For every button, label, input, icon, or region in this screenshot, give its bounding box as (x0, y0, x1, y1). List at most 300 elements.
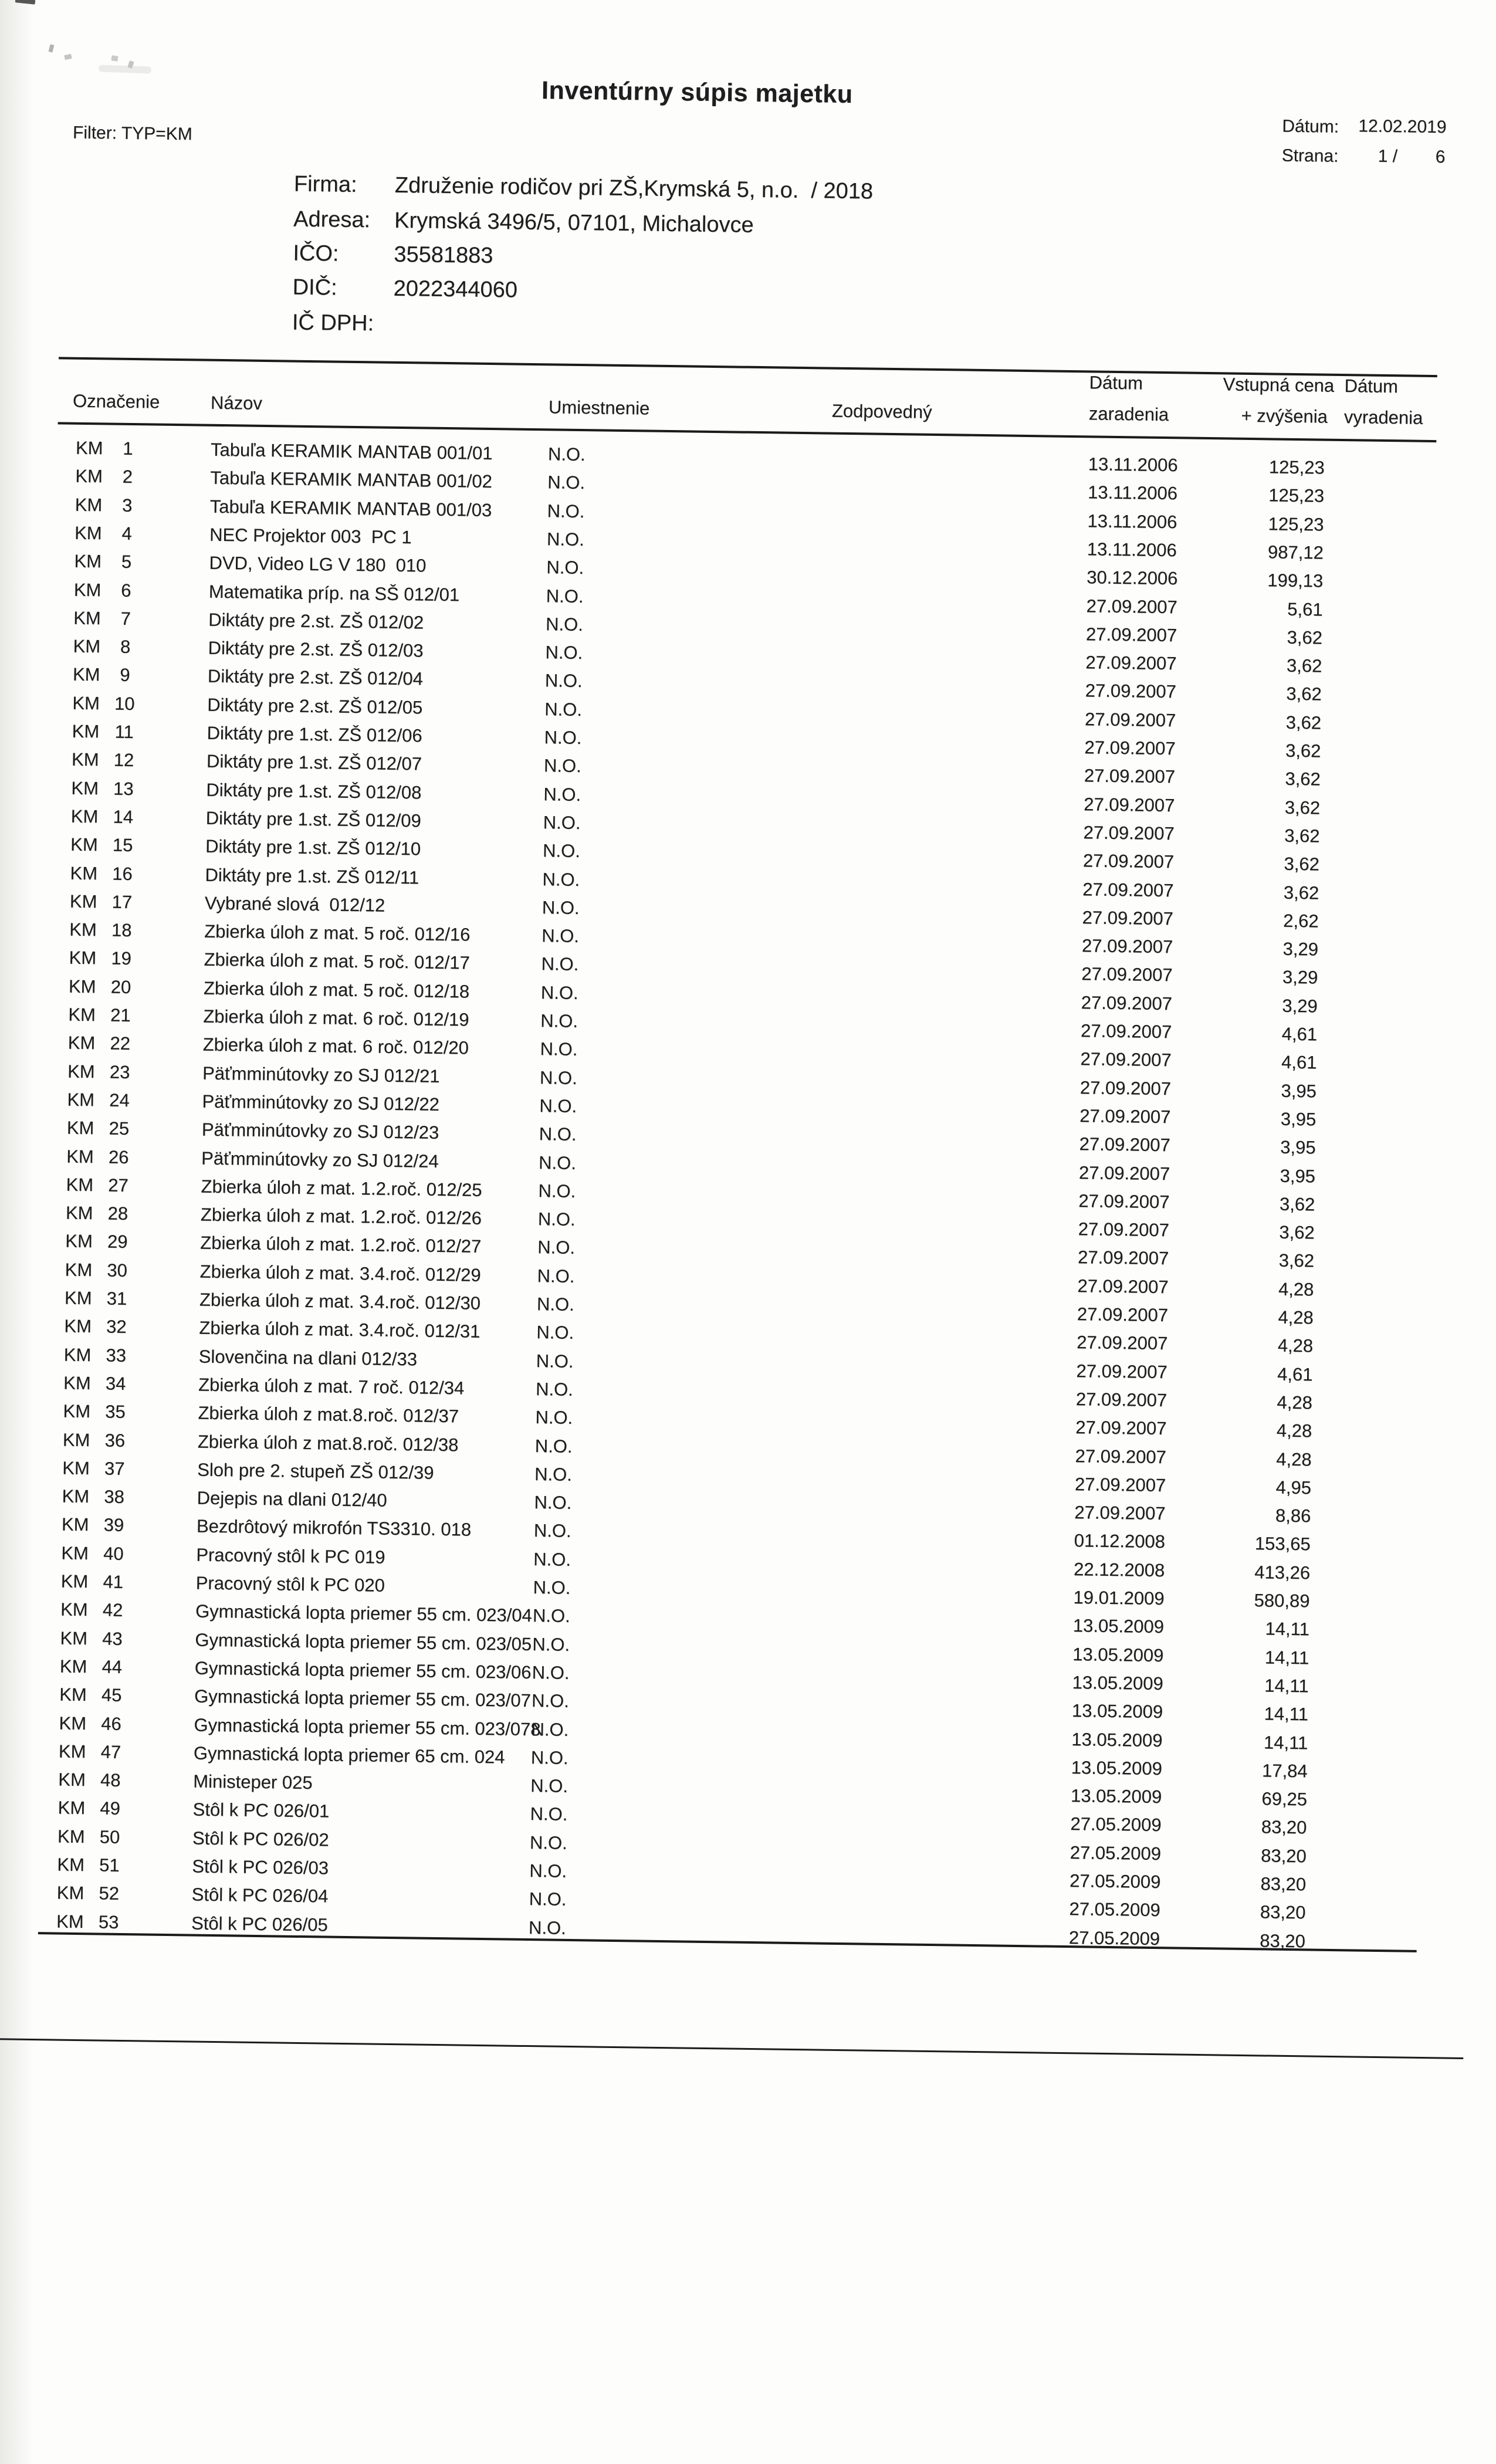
row-number: 18 (111, 919, 132, 941)
row-number: 33 (106, 1345, 127, 1366)
row-location: N.O. (538, 1152, 577, 1173)
row-location: N.O. (530, 1747, 568, 1768)
row-date-added: 27.09.2007 (1075, 1417, 1167, 1439)
row-location: N.O. (537, 1209, 576, 1230)
row-number: 19 (111, 948, 132, 969)
row-prefix: KM (74, 522, 102, 544)
row-item-name: Diktáty pre 1.st. ZŠ 012/11 (205, 864, 419, 888)
row-item-name: DVD, Video LG V 180 010 (209, 552, 427, 576)
row-date-added: 13.05.2009 (1071, 1728, 1163, 1751)
row-location: N.O. (529, 1832, 567, 1853)
row-date-added: 27.09.2007 (1084, 737, 1176, 759)
row-item-name: Zbierka úloh z mat. 1.2.roč. 012/25 (201, 1176, 482, 1200)
row-number: 43 (101, 1628, 123, 1649)
row-prefix: KM (71, 749, 99, 770)
row-item-name: Gymnastická lopta priemer 55 cm. 023/078 (194, 1714, 541, 1739)
row-entry-price: 3,62 (1284, 853, 1320, 875)
row-prefix: KM (59, 1684, 87, 1705)
row-item-name: Stôl k PC 026/02 (192, 1827, 329, 1850)
row-location: N.O. (543, 755, 581, 777)
row-entry-price: 3,95 (1280, 1165, 1316, 1187)
row-location: N.O. (529, 1860, 567, 1881)
row-date-added: 27.05.2009 (1070, 1813, 1162, 1836)
row-entry-price: 125,23 (1268, 513, 1324, 535)
row-item-name: Diktáty pre 1.st. ZŠ 012/10 (205, 835, 421, 859)
column-header-zodpovedny: Zodpovedný (831, 400, 932, 422)
row-location: N.O. (547, 444, 585, 465)
row-entry-price: 4,28 (1278, 1278, 1314, 1300)
filter-label: Filter: TYP=KM (72, 123, 192, 144)
row-entry-price: 3,62 (1284, 825, 1320, 847)
row-entry-price: 3,62 (1283, 882, 1319, 903)
row-entry-price: 4,95 (1275, 1477, 1312, 1498)
row-entry-price: 8,86 (1275, 1505, 1311, 1527)
row-item-name: Pracovný stôl k PC 019 (196, 1544, 385, 1568)
row-item-name: Zbierka úloh z mat. 3.4.roč. 012/30 (199, 1289, 481, 1314)
row-item-name: Zbierka úloh z mat. 5 roč. 012/18 (203, 977, 470, 1002)
row-entry-price: 14,11 (1265, 1618, 1310, 1640)
row-location: N.O. (544, 727, 582, 749)
row-location: N.O. (532, 1605, 570, 1627)
row-number: 35 (105, 1401, 126, 1423)
row-entry-price: 2,62 (1283, 910, 1319, 932)
row-location: N.O. (540, 1010, 578, 1032)
row-number: 45 (101, 1684, 122, 1706)
row-date-added: 13.05.2009 (1072, 1615, 1165, 1637)
row-number: 23 (109, 1061, 130, 1082)
row-date-added: 27.05.2009 (1069, 1898, 1160, 1921)
row-date-added: 27.09.2007 (1084, 708, 1176, 731)
row-number: 53 (98, 1911, 119, 1932)
row-entry-price: 153,65 (1254, 1533, 1311, 1555)
row-number: 7 (120, 608, 131, 629)
row-prefix: KM (70, 862, 98, 884)
row-prefix: KM (75, 466, 103, 487)
row-prefix: KM (73, 635, 101, 657)
row-number: 31 (106, 1288, 127, 1309)
dic-value: 2022344060 (393, 276, 518, 303)
row-prefix: KM (66, 1117, 94, 1139)
row-item-name: Gymnastická lopta priemer 55 cm. 023/06 (194, 1657, 532, 1683)
row-date-added: 13.05.2009 (1072, 1643, 1164, 1666)
row-item-name: Slovenčina na dlani 012/33 (198, 1346, 418, 1370)
row-date-added: 27.09.2007 (1085, 680, 1177, 702)
row-entry-price: 3,29 (1282, 995, 1318, 1017)
row-entry-price: 14,11 (1264, 1675, 1309, 1697)
row-entry-price: 4,61 (1277, 1363, 1313, 1385)
row-entry-price: 83,20 (1260, 1845, 1307, 1867)
row-item-name: Zbierka úloh z mat. 5 roč. 012/16 (204, 920, 471, 945)
column-header-datum-zaradenia-line2: zaradenia (1088, 403, 1169, 425)
row-prefix: KM (59, 1656, 87, 1677)
row-date-added: 27.09.2007 (1079, 1105, 1171, 1128)
row-item-name: Stôl k PC 026/01 (192, 1799, 330, 1822)
row-number: 29 (107, 1231, 128, 1253)
row-prefix: KM (69, 891, 97, 912)
row-item-name: Diktáty pre 1.st. ZŠ 012/06 (207, 722, 422, 746)
row-date-added: 27.09.2007 (1076, 1332, 1168, 1354)
row-location: N.O. (539, 1123, 577, 1145)
row-item-name: Tabuľa KERAMIK MANTAB 001/01 (210, 439, 493, 464)
row-date-added: 27.09.2007 (1075, 1389, 1167, 1411)
row-prefix: KM (71, 777, 99, 798)
row-number: 30 (107, 1260, 128, 1281)
row-location: N.O. (535, 1379, 574, 1400)
column-header-nazov: Názov (210, 392, 263, 414)
row-date-added: 27.09.2007 (1078, 1162, 1170, 1184)
row-entry-price: 3,95 (1280, 1136, 1316, 1158)
row-location: N.O. (544, 698, 583, 720)
row-number: 34 (105, 1373, 126, 1394)
row-item-name: Gymnastická lopta priemer 55 cm. 023/05 (195, 1629, 532, 1654)
row-item-name: Zbierka úloh z mat. 6 roč. 012/20 (202, 1034, 469, 1058)
row-date-added: 27.09.2007 (1079, 1077, 1172, 1099)
row-number: 8 (120, 636, 131, 658)
row-date-added: 13.05.2009 (1072, 1672, 1163, 1694)
row-date-added: 13.05.2009 (1071, 1700, 1163, 1722)
row-number: 2 (122, 466, 133, 488)
row-item-name: Tabuľa KERAMIK MANTAB 001/02 (210, 468, 493, 492)
row-prefix: KM (70, 834, 98, 855)
row-date-added: 13.11.2006 (1087, 510, 1177, 532)
row-prefix: KM (58, 1741, 86, 1762)
row-item-name: Diktáty pre 2.st. ZŠ 012/05 (207, 694, 423, 718)
row-date-added: 27.09.2007 (1085, 624, 1177, 646)
column-header-oznacenie: Označenie (72, 390, 160, 412)
row-date-added: 27.09.2007 (1079, 1133, 1171, 1156)
company-name: Združenie rodičov pri ZŠ,Krymská 5, n.o. / 2018 (394, 172, 874, 204)
row-entry-price: 4,28 (1277, 1392, 1313, 1413)
row-number: 49 (100, 1798, 121, 1819)
row-date-added: 27.09.2007 (1083, 793, 1175, 815)
row-entry-price: 3,29 (1282, 967, 1318, 988)
row-date-added: 27.09.2007 (1074, 1473, 1166, 1496)
row-date-added: 27.09.2007 (1075, 1445, 1167, 1467)
row-prefix: KM (72, 720, 100, 742)
row-date-added: 27.09.2007 (1080, 1048, 1172, 1071)
column-header-datum-zaradenia: Dátum (1089, 372, 1143, 394)
row-number: 39 (103, 1514, 124, 1536)
row-number: 47 (100, 1741, 121, 1762)
footer-rule (0, 2038, 1463, 2059)
row-number: 9 (120, 665, 130, 686)
row-location: N.O. (539, 1067, 578, 1088)
row-prefix: KM (63, 1372, 91, 1394)
row-number: 3 (121, 495, 133, 516)
row-item-name: Zbierka úloh z mat. 3.4.roč. 012/31 (199, 1317, 480, 1342)
row-location: N.O. (530, 1803, 568, 1825)
row-location: N.O. (545, 642, 583, 664)
row-date-added: 27.09.2007 (1076, 1360, 1167, 1382)
row-item-name: Gymnastická lopta priemer 65 cm. 024 (193, 1742, 505, 1768)
row-number: 22 (110, 1033, 131, 1054)
row-prefix: KM (63, 1400, 91, 1422)
row-number: 16 (112, 863, 133, 884)
row-entry-price: 17,84 (1261, 1760, 1308, 1782)
row-entry-price: 3,62 (1285, 769, 1321, 790)
row-date-added: 27.09.2007 (1077, 1247, 1169, 1269)
row-location: N.O. (545, 614, 584, 635)
row-entry-price: 413,26 (1254, 1561, 1311, 1583)
row-number: 44 (101, 1656, 123, 1677)
row-location: N.O. (533, 1577, 571, 1598)
row-prefix: KM (65, 1202, 93, 1224)
row-location: N.O. (533, 1520, 571, 1542)
row-prefix: KM (64, 1287, 92, 1309)
row-number: 17 (111, 891, 133, 912)
ico-value: 35581883 (394, 242, 493, 269)
row-location: N.O. (536, 1350, 574, 1372)
row-item-name: Gymnastická lopta priemer 55 cm. 023/04 (195, 1600, 533, 1626)
row-date-added: 27.09.2007 (1078, 1219, 1170, 1241)
row-prefix: KM (57, 1854, 85, 1876)
row-number: 37 (104, 1458, 125, 1479)
row-prefix: KM (61, 1542, 89, 1563)
row-entry-price: 3,62 (1286, 655, 1322, 676)
row-item-name: Zbierka úloh z mat. 5 roč. 012/17 (204, 949, 470, 974)
row-number: 28 (107, 1203, 128, 1224)
row-item-name: Diktáty pre 2.st. ZŠ 012/02 (208, 609, 424, 633)
row-date-added: 13.11.2006 (1088, 453, 1178, 476)
row-entry-price: 3,62 (1287, 627, 1323, 648)
row-prefix: KM (65, 1231, 93, 1252)
row-entry-price: 14,11 (1263, 1731, 1308, 1753)
row-item-name: Zbierka úloh z mat.8.roč. 012/37 (198, 1402, 459, 1427)
company-label: Firma: (293, 171, 357, 197)
row-entry-price: 14,11 (1264, 1647, 1309, 1668)
row-entry-price: 69,25 (1261, 1788, 1308, 1810)
row-date-added: 27.05.2009 (1068, 1927, 1160, 1949)
row-item-name: Stôl k PC 026/04 (191, 1884, 329, 1907)
date-label: Dátum: (1282, 116, 1339, 137)
row-item-name: Vybrané slová 012/12 (204, 892, 385, 916)
row-prefix: KM (74, 550, 102, 572)
row-date-added: 27.05.2009 (1069, 1870, 1161, 1893)
row-number: 15 (112, 834, 133, 856)
row-date-added: 27.09.2007 (1082, 878, 1174, 901)
row-date-added: 13.05.2009 (1071, 1756, 1163, 1779)
row-location: N.O. (532, 1662, 570, 1683)
row-date-added: 27.09.2007 (1082, 850, 1175, 872)
row-item-name: Sloh pre 2. stupeň ZŠ 012/39 (197, 1459, 434, 1483)
row-prefix: KM (69, 919, 97, 940)
row-entry-price: 5,61 (1287, 598, 1323, 620)
row-prefix: KM (62, 1457, 90, 1479)
row-number: 40 (103, 1543, 124, 1564)
row-entry-price: 580,89 (1254, 1590, 1310, 1612)
row-location: N.O. (543, 783, 581, 805)
row-prefix: KM (57, 1826, 85, 1847)
page-number-label: Strana: (1281, 145, 1339, 166)
row-item-name: Päťmminútovky zo SJ 012/23 (201, 1119, 439, 1143)
row-number: 25 (109, 1118, 130, 1139)
row-item-name: Matematika príp. na SŠ 012/01 (208, 581, 460, 605)
column-header-vstupna-cena: Vstupná cena (1223, 374, 1335, 396)
row-location: N.O. (540, 1038, 578, 1060)
row-entry-price: 987,12 (1267, 541, 1324, 563)
row-prefix: KM (72, 692, 100, 714)
row-date-added: 27.09.2007 (1081, 963, 1173, 986)
row-location: N.O. (535, 1407, 573, 1429)
row-number: 12 (113, 749, 134, 771)
row-location: N.O. (542, 840, 581, 862)
row-item-name: Pracovný stôl k PC 020 (195, 1572, 385, 1596)
row-location: N.O. (533, 1548, 571, 1570)
row-prefix: KM (61, 1514, 89, 1535)
row-number: 20 (110, 976, 131, 997)
row-item-name: Päťmminútovky zo SJ 012/21 (202, 1062, 440, 1087)
row-number: 1 (123, 438, 133, 459)
row-number: 46 (101, 1713, 122, 1734)
row-prefix: KM (57, 1797, 86, 1819)
row-location: N.O. (538, 1180, 576, 1201)
row-item-name: Dejepis na dlani 012/40 (197, 1487, 387, 1511)
row-number: 10 (114, 693, 135, 714)
row-prefix: KM (60, 1571, 89, 1592)
row-entry-price: 199,13 (1267, 570, 1324, 591)
row-entry-price: 3,95 (1281, 1080, 1317, 1102)
row-prefix: KM (63, 1344, 92, 1365)
row-entry-price: 3,29 (1282, 938, 1319, 960)
row-date-added: 27.09.2007 (1086, 595, 1178, 617)
row-location: N.O. (540, 981, 578, 1003)
row-prefix: KM (64, 1315, 92, 1337)
ico-label: IČO: (293, 241, 339, 266)
row-entry-price: 125,23 (1268, 485, 1325, 506)
row-entry-price: 4,28 (1278, 1307, 1314, 1328)
row-number: 36 (104, 1430, 126, 1451)
row-location: N.O. (537, 1265, 575, 1287)
row-date-added: 22.12.2008 (1073, 1558, 1165, 1580)
row-date-added: 27.09.2007 (1078, 1190, 1170, 1213)
row-prefix: KM (66, 1146, 94, 1167)
row-item-name: Diktáty pre 1.st. ZŠ 012/09 (205, 807, 421, 831)
row-prefix: KM (72, 664, 100, 685)
row-location: N.O. (530, 1775, 568, 1797)
row-location: N.O. (534, 1463, 573, 1485)
row-prefix: KM (73, 579, 101, 600)
row-number: 24 (109, 1089, 130, 1111)
row-item-name: Stôl k PC 026/03 (192, 1856, 329, 1879)
row-location: N.O. (534, 1492, 572, 1514)
row-entry-price: 3,62 (1285, 712, 1322, 733)
address-value: Krymská 3496/5, 07101, Michalovce (394, 208, 754, 238)
row-number: 27 (108, 1175, 129, 1196)
row-location: N.O. (536, 1294, 574, 1315)
row-item-name: NEC Projektor 003 PC 1 (209, 524, 412, 548)
row-item-name: Päťmminútovky zo SJ 012/22 (202, 1091, 440, 1115)
row-item-name: Tabuľa KERAMIK MANTAB 001/03 (209, 496, 492, 520)
row-item-name: Diktáty pre 1.st. ZŠ 012/08 (206, 779, 422, 803)
row-entry-price: 83,20 (1260, 1901, 1306, 1923)
row-prefix: KM (56, 1882, 84, 1904)
column-header-vstupna-cena-line2: + zvýšenia (1241, 405, 1328, 427)
row-date-added: 13.11.2006 (1087, 539, 1177, 561)
row-entry-price: 14,11 (1264, 1703, 1309, 1725)
row-location: N.O. (543, 812, 581, 833)
row-number: 13 (113, 778, 134, 799)
row-item-name: Diktáty pre 2.st. ZŠ 012/04 (207, 666, 424, 689)
row-entry-price: 3,62 (1284, 797, 1321, 818)
page-number-total: 6 (1435, 147, 1446, 167)
row-item-name: Päťmminútovky zo SJ 012/24 (201, 1148, 439, 1172)
row-location: N.O. (539, 1095, 577, 1116)
column-header-datum-vyradenia: Dátum (1344, 375, 1399, 397)
column-header-datum-vyradenia-line2: vyradenia (1343, 407, 1423, 428)
row-location: N.O. (531, 1690, 570, 1712)
row-location: N.O. (529, 1888, 567, 1910)
row-location: N.O. (541, 953, 579, 975)
row-location: N.O. (532, 1633, 570, 1655)
row-prefix: KM (68, 1004, 96, 1025)
row-item-name: Zbierka úloh z mat. 7 roč. 012/34 (198, 1374, 465, 1399)
row-prefix: KM (60, 1599, 88, 1620)
row-prefix: KM (70, 805, 99, 827)
row-number: 11 (114, 721, 134, 743)
row-entry-price: 4,28 (1276, 1448, 1312, 1470)
row-location: N.O. (531, 1718, 569, 1740)
dic-label: DIČ: (292, 275, 337, 300)
row-number: 14 (113, 806, 134, 827)
row-entry-price: 3,62 (1279, 1221, 1315, 1243)
row-date-added: 30.12.2006 (1087, 567, 1178, 589)
row-prefix: KM (67, 1061, 95, 1082)
row-item-name: Zbierka úloh z mat.8.roč. 012/38 (197, 1431, 459, 1455)
row-prefix: KM (73, 607, 101, 629)
row-entry-price: 83,20 (1261, 1816, 1307, 1838)
row-item-name: Zbierka úloh z mat. 6 roč. 012/19 (203, 1006, 469, 1030)
row-item-name: Zbierka úloh z mat. 3.4.roč. 012/29 (199, 1261, 481, 1285)
row-location: N.O. (546, 529, 585, 550)
row-entry-price: 4,61 (1281, 1023, 1318, 1045)
row-location: N.O. (541, 897, 580, 918)
row-prefix: KM (66, 1174, 94, 1196)
row-entry-price: 3,62 (1286, 683, 1322, 705)
row-entry-price: 4,61 (1281, 1052, 1317, 1073)
row-number: 51 (99, 1854, 120, 1876)
row-number: 26 (108, 1146, 129, 1167)
row-number: 52 (99, 1883, 120, 1904)
row-entry-price: 83,20 (1260, 1873, 1307, 1895)
row-date-added: 27.09.2007 (1081, 935, 1173, 957)
row-number: 32 (106, 1316, 127, 1338)
row-prefix: KM (65, 1259, 93, 1280)
row-date-added: 13.11.2006 (1087, 482, 1178, 504)
row-number: 6 (120, 580, 131, 601)
row-item-name: Diktáty pre 1.st. ZŠ 012/07 (206, 751, 422, 774)
column-header-umiestnenie: Umiestnenie (548, 397, 650, 419)
page-title: Inventúrny súpis majetku (541, 76, 853, 109)
row-number: 21 (110, 1004, 131, 1026)
row-prefix: KM (62, 1429, 90, 1450)
row-date-added: 27.05.2009 (1069, 1842, 1162, 1864)
row-date-added: 01.12.2008 (1074, 1530, 1166, 1552)
page-number-current: 1 / (1377, 146, 1398, 167)
row-entry-price: 3,62 (1278, 1250, 1315, 1271)
row-location: N.O. (546, 585, 584, 607)
row-date-added: 13.05.2009 (1070, 1785, 1162, 1808)
row-entry-price: 3,62 (1285, 740, 1321, 761)
row-location: N.O. (547, 500, 585, 522)
row-prefix: KM (62, 1485, 90, 1507)
row-date-added: 27.09.2007 (1074, 1502, 1166, 1524)
row-entry-price: 4,28 (1276, 1420, 1312, 1441)
row-number: 38 (104, 1486, 125, 1508)
row-item-name: Diktáty pre 2.st. ZŠ 012/03 (208, 637, 424, 661)
row-location: N.O. (544, 670, 583, 692)
row-item-name: Bezdrôtový mikrofón TS3310. 018 (196, 1515, 472, 1541)
row-location: N.O. (546, 557, 584, 578)
